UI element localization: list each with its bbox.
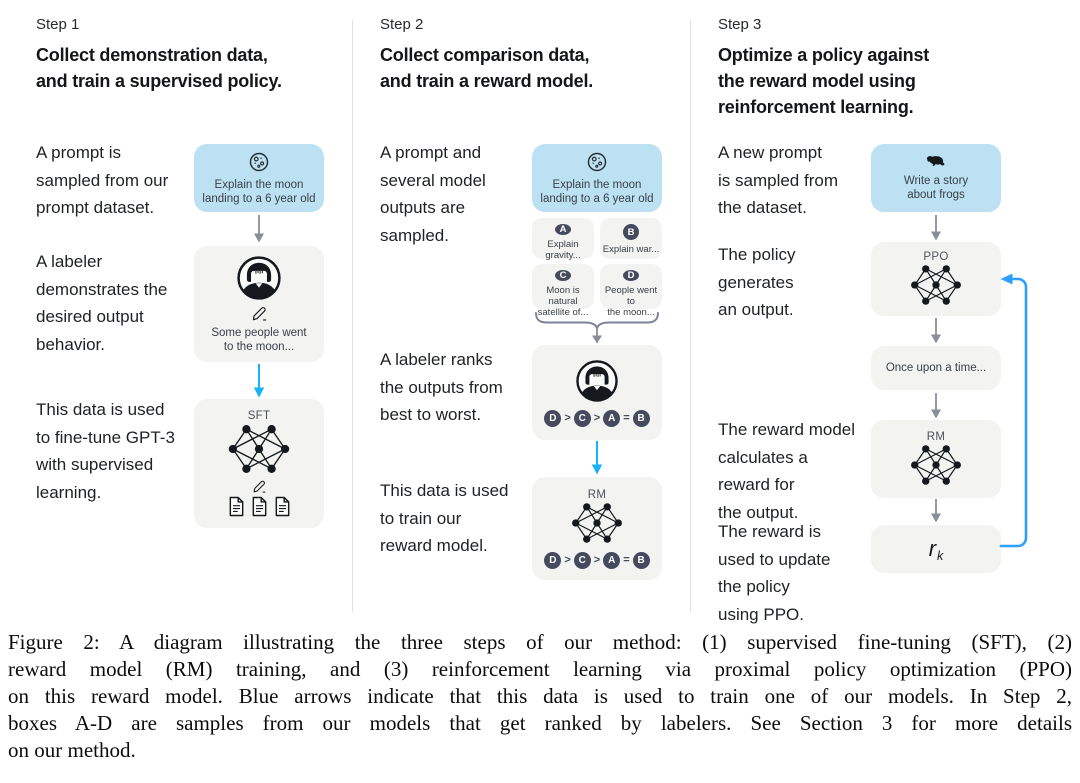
output-badge-d: D [623, 270, 639, 281]
step1-annotation-labeler: A labeler demonstrates the desired output behavior. [36, 252, 168, 354]
step3-annotation-policy: The policy generates an output. [718, 245, 796, 319]
pencil-icon [251, 304, 268, 321]
pencil-icon [252, 478, 267, 493]
rank-badge: A [603, 552, 620, 569]
output-text-a: Explain gravity... [545, 239, 581, 261]
step1-label: Step 1 [36, 16, 80, 33]
step3-label: Step 3 [718, 16, 762, 33]
output-box-b [600, 218, 662, 259]
rank-operator: = [623, 412, 630, 424]
caption-line: on this reward model. Blue arrows indicate that this data is used to train one of our models. In Step 2, [8, 684, 1072, 708]
step3-ppo-box [871, 242, 1001, 316]
flow-arrow-icon [930, 393, 942, 419]
neural-net-icon [568, 501, 626, 545]
step2-annotation-sampled: A prompt and several model outputs are sampled. [380, 143, 486, 245]
step1-annotation-finetune: This data is used to fine-tune GPT-3 with supervised learning. [36, 400, 175, 502]
reward-subscript: k [937, 549, 944, 563]
train-arrow-icon [591, 441, 603, 475]
document-icon [250, 496, 269, 517]
rank-operator: > [593, 554, 601, 566]
rank-badge: C [574, 552, 591, 569]
step3-annotation-prompt: A new prompt is sampled from the dataset. [718, 143, 838, 217]
output-box-c [532, 264, 594, 318]
caption-line: reward model (RM) training, and (3) reinforcement learning via proximal policy optimization (PPO) [8, 657, 1072, 681]
rank-badge: D [544, 552, 561, 569]
step2-label: Step 2 [380, 16, 424, 33]
brace-icon [532, 312, 662, 344]
step2-annotation-ranks: A labeler ranks the outputs from best to worst. [380, 350, 503, 424]
neural-net-icon [907, 443, 965, 487]
reward-symbol: r [928, 536, 937, 561]
column-divider-2 [690, 20, 691, 612]
output-text-b: Explain war... [602, 244, 660, 255]
output-badge-c: C [555, 270, 571, 281]
rank-operator: > [564, 554, 571, 566]
documents-icon [227, 496, 292, 517]
rm-label: RM [587, 488, 607, 501]
caption-line: on our method. [8, 738, 136, 762]
step3-reward-box [871, 525, 1001, 573]
flow-arrow-icon [930, 215, 942, 241]
step1-sft-model-box [194, 399, 324, 528]
feedback-arrow-icon [995, 265, 1043, 560]
caption-line: boxes A-D are samples from our models that get ranked by labelers. See Section 3 for more details [8, 711, 1072, 735]
rank-badge: C [574, 410, 591, 427]
rank-operator: = [623, 554, 630, 566]
rm-label: RM [926, 431, 946, 443]
step3-output-box [871, 346, 1001, 390]
rank-operator: > [564, 412, 571, 424]
step3-rm-box [871, 420, 1001, 498]
document-icon [273, 496, 292, 517]
moon-icon [248, 151, 270, 173]
rank-badge: B [633, 552, 650, 569]
step2-labeler-box [532, 345, 662, 440]
rank-badge: A [603, 410, 620, 427]
output-box-a [532, 218, 594, 259]
flow-arrow-icon [253, 215, 265, 243]
step2-title: Collect comparison data, and train a reward model. [380, 45, 594, 91]
step3-annotation-update: The reward is used to update the policy using PPO. [718, 522, 831, 624]
moon-icon [586, 151, 608, 173]
step1-annotation-prompt: A prompt is sampled from our prompt dataset. [36, 143, 169, 217]
rank-badge: B [633, 410, 650, 427]
step1-labeler-box [194, 246, 324, 362]
frog-icon [925, 154, 947, 169]
output-box-d [600, 264, 662, 318]
rank-badge: D [544, 410, 561, 427]
caption-line: Figure 2: A diagram illustrating the three steps of our method: (1) supervised fine-tuning (SFT), (2) [8, 630, 1072, 654]
step2-prompt-box [532, 144, 662, 212]
step3-output-text: Once upon a time... [885, 362, 987, 374]
step1-labeler-text: Some people went to the moon... [211, 326, 307, 353]
output-text-d: People went to the moon... [604, 285, 658, 318]
step2-rm-model-box [532, 477, 662, 580]
ranking-row [544, 552, 649, 569]
figure-caption [8, 629, 1072, 764]
step1-prompt-text: Explain the moon landing to a 6 year old [202, 178, 316, 205]
rank-operator: > [593, 412, 601, 424]
train-arrow-icon [253, 364, 265, 398]
step3-prompt-box [871, 144, 1001, 212]
output-text-c: Moon is natural satellite of... [537, 285, 589, 318]
step1-title: Collect demonstration data, and train a supervised policy. [36, 45, 282, 91]
column-divider-1 [352, 20, 353, 612]
neural-net-icon [907, 263, 965, 307]
step2-annotation-train: This data is used to train our reward model. [380, 481, 509, 555]
step3-annotation-reward: The reward model calculates a reward for the output. [718, 420, 856, 522]
neural-net-icon [224, 422, 294, 476]
document-icon [227, 496, 246, 517]
sft-label: SFT [247, 410, 271, 422]
flow-arrow-icon [930, 318, 942, 344]
ranking-row [544, 410, 649, 427]
labeler-icon [236, 255, 282, 301]
labeler-icon [575, 359, 619, 403]
ppo-label: PPO [923, 251, 949, 263]
step3-title: Optimize a policy against the reward model using reinforcement learning. [718, 45, 930, 117]
output-badge-a: A [555, 224, 571, 235]
step3-prompt-text: Write a story about frogs [903, 175, 969, 201]
step1-prompt-box [194, 144, 324, 212]
step2-prompt-text: Explain the moon landing to a 6 year old [540, 178, 654, 205]
output-badge-b: B [623, 224, 639, 240]
flow-arrow-icon [930, 499, 942, 523]
